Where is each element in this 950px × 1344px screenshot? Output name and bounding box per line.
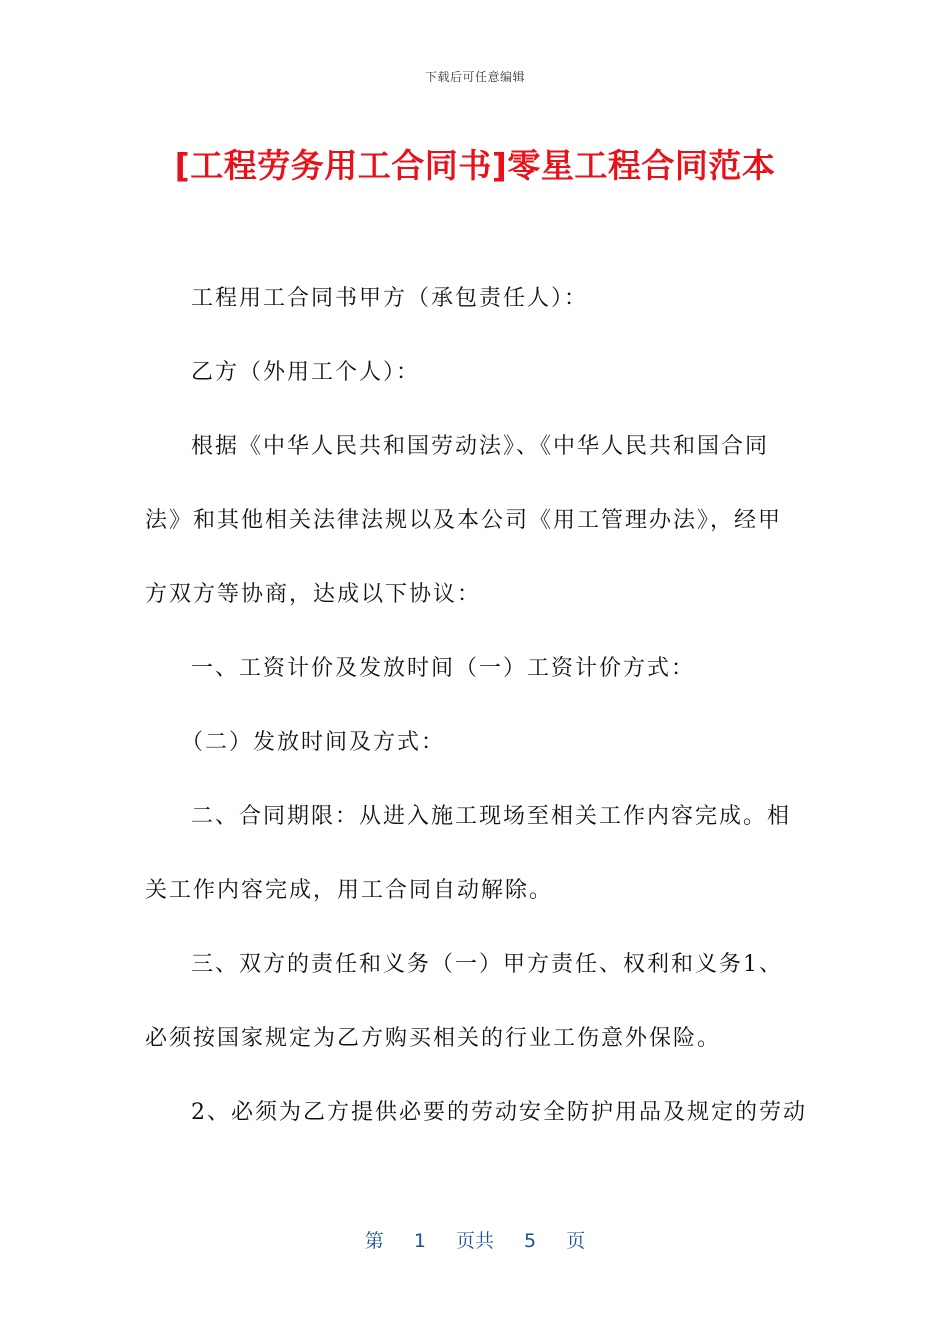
paragraph-line: 法》和其他相关法律法规以及本公司《用工管理办法》，经甲 <box>145 508 783 533</box>
page-footer <box>0 1226 950 1253</box>
page-label-prefix: 第 <box>364 1230 384 1252</box>
paragraph-line: 三、双方的责任和义务（一）甲方责任、权利和义务1、 <box>191 952 783 977</box>
paragraph-line: 一、工资计价及发放时间（一）工资计价方式： <box>191 656 696 681</box>
current-page-number: 1 <box>413 1230 426 1252</box>
paragraph-line: 必须按国家规定为乙方购买相关的行业工伤意外保险。 <box>145 1026 722 1051</box>
header-note: 下载后可任意编辑 <box>424 70 525 84</box>
paragraph-line: 关工作内容完成，用工合同自动解除。 <box>145 878 554 903</box>
page-label-suffix: 页 <box>566 1230 586 1252</box>
paragraph-line: 二、合同期限：从进入施工现场至相关工作内容完成。相 <box>191 804 792 829</box>
paragraph-line: 根据《中华人民共和国劳动法》、《中华人民共和国合同 <box>191 434 770 459</box>
paragraph-line: 乙方（外用工个人）： <box>191 360 421 385</box>
total-pages-number: 5 <box>524 1230 537 1252</box>
document-body <box>145 276 805 1164</box>
page-label-mid: 页共 <box>455 1230 494 1252</box>
paragraph-line: （二）发放时间及方式： <box>181 730 446 755</box>
document-title: [工程劳务用工合同书]零星工程合同范本 <box>174 146 776 185</box>
paragraph-line: 2、必须为乙方提供必要的劳动安全防护用品及规定的劳动 <box>191 1100 807 1125</box>
paragraph-line: 工程用工合同书甲方（承包责任人）： <box>191 286 589 311</box>
paragraph-line: 方双方等协商，达成以下协议： <box>145 582 482 607</box>
